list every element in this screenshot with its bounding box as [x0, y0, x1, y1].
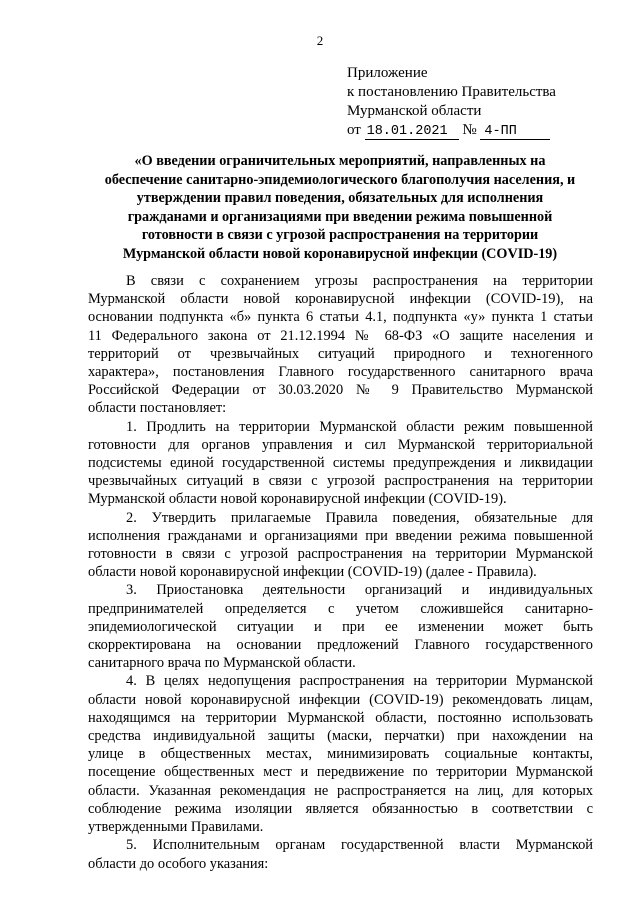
document-title [90, 152, 590, 264]
body-line: эпидемиологической ситуации и при ее изменении может быть [88, 618, 593, 635]
title-line: обеспечение санитарно-эпидемиологического благополучия населения, и [104, 171, 576, 188]
body-line: предпринимателей определяется с учетом сложившейся санитарно- [88, 600, 593, 617]
body-line: подсистемы единой государственной системы предупреждения и ликвидации [88, 455, 593, 472]
body-line: области новой коронавирусной инфекции (COVID-19) (далее - Правила). [88, 564, 537, 581]
title-line: утверждении правил поведения, обязательных для исполнения [136, 190, 544, 207]
body-line: характера», постановления Главного государственного санитарного врача [88, 364, 593, 381]
body-line: утвержденными Правилами. [88, 819, 264, 836]
body-line: находящимся на территории Мурманской области, постоянно использовать [88, 709, 593, 726]
body-line: улице в общественных местах, минимизировать социальные контакты, [88, 746, 593, 763]
body-line: Российской Федерации от 30.03.2020 № 9 Правительство Мурманской [88, 382, 593, 399]
body-line: 3. Приостановка деятельности организаций и индивидуальных [126, 582, 593, 599]
appendix-heading: Приложение [347, 65, 428, 81]
document-body [88, 272, 593, 873]
appendix-block [347, 64, 556, 140]
body-line: готовности в связи с угрозой распространения на территории Мурманской [88, 546, 593, 563]
body-line: 4. В целях недопущения распространения на территории Мурманской [126, 673, 593, 690]
body-line: готовности для органов управления и сил Мурманской территориальной [88, 436, 593, 453]
title-line: «О введении ограничительных мероприятий, направленных на [134, 153, 546, 169]
from-label: от [347, 122, 361, 138]
body-line: санитарного врача по Мурманской области. [88, 655, 356, 672]
title-line: готовности в связи с угрозой распространения на территории [141, 227, 539, 244]
page-number: 2 [316, 33, 324, 48]
appendix-issuer-line: к постановлению Правительства [347, 84, 556, 100]
number-label: № [462, 122, 477, 138]
resolution-number: 4-ПП [480, 124, 550, 140]
appendix-region-line: Мурманской области [347, 103, 482, 119]
body-line: 5. Исполнительным органам государственной власти Мурманской [126, 837, 593, 854]
body-line: области. Указанная рекомендация не распространяется на лиц, для которых [88, 782, 593, 799]
body-line: соблюдение режима изоляции является обязанностью в соответствии с [88, 800, 593, 817]
body-line: территорий от чрезвычайных ситуаций природного и техногенного [88, 345, 593, 362]
paragraph-item-1 [88, 418, 593, 509]
body-line: В связи с сохранением угрозы распространения на территории [126, 273, 593, 289]
paragraph-item-3 [88, 581, 593, 672]
body-line: 11 Федерального закона от 21.12.1994 № 68-ФЗ «О защите населения и [88, 327, 593, 344]
paragraph-item-5 [88, 836, 593, 872]
paragraph-item-4 [88, 672, 593, 836]
title-line: гражданами и организациями при введении режима повышенной [127, 208, 553, 225]
resolution-date: 18.01.2021 [365, 124, 459, 140]
body-line: Мурманской области новой коронавирусной инфекции (COVID-19). [88, 491, 507, 508]
body-line: области новой коронавирусной инфекции (COVID-19) рекомендовать лицам, [88, 691, 593, 708]
body-line: исполнения гражданами и организациями при введении режима повышенной [88, 527, 593, 544]
body-line: 1. Продлить на территории Мурманской области режим повышенной [126, 418, 593, 435]
body-line: области постановляет: [88, 400, 227, 417]
body-line: основании подпункта «б» пункта 6 статьи 4.1, подпункта «у» пункта 1 статьи [88, 309, 593, 326]
body-line: чрезвычайных ситуаций в связи с угрозой распространения на территории [88, 473, 593, 490]
paragraph-item-2 [88, 509, 593, 582]
body-line: 2. Утвердить прилагаемые Правила поведения, обязательные для [126, 509, 593, 526]
paragraph-preamble [88, 272, 593, 418]
body-line: области до особого указания: [88, 855, 269, 872]
appendix-date-row [347, 121, 556, 140]
body-line: посещение общественных мест и передвижение по территории Мурманской [88, 764, 593, 781]
title-line: Мурманской области новой коронавирусной инфекции (COVID-19) [122, 245, 558, 262]
body-line: скорректирована на основании предложений Главного государственного [88, 637, 593, 654]
body-line: Мурманской области новой коронавирусной инфекции (COVID-19), на [88, 291, 593, 308]
body-line: средства индивидуальной защиты (маски, перчатки) при нахождении на [88, 728, 593, 745]
